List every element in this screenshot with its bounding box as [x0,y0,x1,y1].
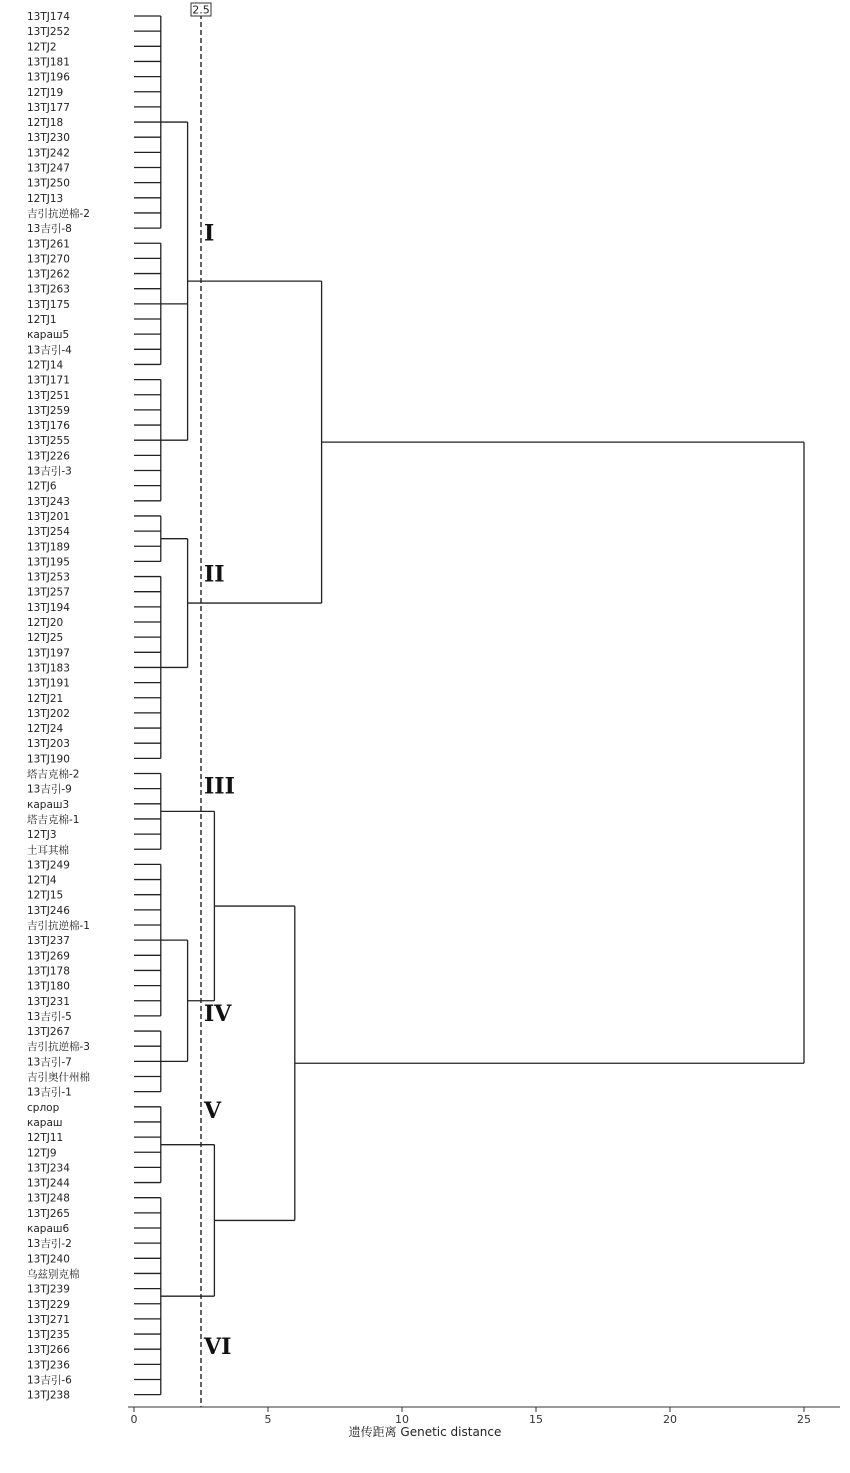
leaf-label: 13TJ195 [27,556,70,569]
leaf-label: караш5 [27,329,70,342]
leaf-label: 13TJ230 [27,132,70,145]
leaf-label: 13TJ269 [27,950,70,963]
leaf-label: караш [27,1116,63,1129]
leaf-label: 13TJ262 [27,268,70,281]
x-tick-label: 15 [529,1413,543,1426]
leaf-label: 13TJ181 [27,56,70,69]
leaf-label: 13TJ190 [27,753,70,766]
leaf-label: 塔吉克棉-1 [27,813,80,826]
cluster-labels [203,221,235,1361]
leaf-label: 12TJ19 [27,86,64,99]
leaf-label: 13TJ226 [27,450,70,463]
leaf-label: 吉引奥什州棉 [27,1071,90,1084]
leaf-label: 吉引抗逆棉-2 [27,207,90,220]
leaf-label: 13TJ177 [27,101,70,114]
leaf-label: 12TJ13 [27,192,64,205]
leaf-label: 13TJ189 [27,541,70,554]
leaf-label: 13TJ240 [27,1253,70,1266]
leaf-label: 13吉引-8 [27,223,72,236]
leaf-label: 塔吉克棉-2 [27,768,80,781]
leaf-label: 13TJ171 [27,374,70,387]
leaf-label: 13吉引-4 [27,344,72,357]
leaf-label: 13TJ252 [27,26,70,39]
leaf-label: 13TJ266 [27,1344,70,1357]
leaf-label: 12TJ4 [27,874,57,887]
cluster-label: IV [204,1000,232,1027]
leaf-label: 13TJ237 [27,935,70,948]
leaf-label: 12TJ20 [27,617,64,629]
leaf-label: 13TJ235 [27,1329,70,1342]
leaf-label: 13TJ265 [27,1207,70,1220]
leaf-label: 13TJ238 [27,1389,70,1402]
leaf-label: 12TJ24 [27,723,64,736]
leaf-label: 13吉引-2 [27,1238,72,1251]
leaf-label: 12TJ15 [27,889,64,902]
leaf-label: 13TJ263 [27,283,70,296]
leaf-label: 13TJ244 [27,1177,70,1190]
cutoff-line [191,3,211,1407]
leaf-label: 13TJ194 [27,601,70,614]
leaf-label: 13TJ251 [27,389,70,402]
leaf-label: 13TJ249 [27,859,70,872]
x-axis [128,1407,840,1426]
cluster-label: II [204,561,225,588]
leaf-label: 13TJ176 [27,420,70,433]
leaf-label: 12TJ9 [27,1147,57,1160]
leaf-label: 13TJ267 [27,1026,70,1039]
leaf-label: 13吉引-9 [27,783,72,796]
leaf-label: 13TJ201 [27,510,70,523]
leaf-label: 12TJ1 [27,314,57,326]
leaf-label: 13TJ180 [27,980,70,993]
x-tick-label: 20 [663,1413,677,1426]
cluster-label: V [204,1097,222,1124]
leaf-label: 13TJ255 [27,435,70,448]
leaf-label: 13TJ202 [27,707,70,720]
x-tick-label: 10 [395,1413,409,1426]
x-axis-title: 遗传距离 Genetic distance [348,1425,502,1439]
leaf-label: 12TJ11 [27,1132,64,1145]
leaf-label: 13TJ246 [27,904,70,917]
cluster-label: VI [204,1334,232,1361]
leaf-label: 13吉引-5 [27,1010,72,1023]
leaf-label: 13TJ253 [27,571,70,584]
leaf-label: 12TJ21 [27,692,64,705]
leaf-label: 12TJ25 [27,632,64,645]
leaf-label: 12TJ6 [27,480,57,493]
leaf-label: 13吉引-7 [27,1056,72,1069]
leaf-label: 13TJ178 [27,965,70,978]
leaf-label: 13TJ203 [27,738,70,751]
leaf-label: 吉引抗逆棉-3 [27,1041,90,1054]
x-tick-label: 5 [264,1413,272,1426]
leaf-label: 13TJ183 [27,662,70,675]
leaf-label: 13TJ191 [27,677,70,690]
leaf-label: срлор [27,1101,60,1114]
leaf-label: 13TJ229 [27,1298,70,1311]
leaf-label: 13TJ174 [27,11,70,23]
leaf-label: 13TJ254 [27,526,70,539]
leaf-label: 12TJ14 [27,359,64,372]
leaf-label: 13TJ259 [27,404,70,417]
leaf-label: 吉引抗逆棉-1 [27,920,90,932]
leaf-label: 土耳其棉 [27,844,69,857]
leaf-label: 13吉引-3 [27,465,72,478]
leaf-label: 13TJ270 [27,253,70,266]
leaf-label: 13TJ234 [27,1162,70,1175]
leaf-label: 12TJ18 [27,117,64,130]
cluster-label: III [204,773,235,800]
leaf-label: 13TJ236 [27,1359,70,1372]
leaf-label: 13TJ242 [27,147,70,160]
leaf-label: 13TJ261 [27,238,70,251]
leaf-label: 乌兹别克棉 [27,1268,80,1281]
x-tick-label: 0 [130,1413,138,1426]
dendrogram-links [134,16,804,1395]
leaf-label: 12TJ2 [27,41,57,54]
leaf-label: 13TJ247 [27,162,70,175]
x-tick-label: 25 [797,1413,811,1426]
leaf-label: 13吉引-6 [27,1374,72,1387]
leaf-label: караш6 [27,1223,70,1235]
leaf-label: 13TJ257 [27,586,70,599]
cluster-label: I [204,220,215,247]
leaf-label: 13TJ231 [27,995,70,1008]
leaf-label: 13TJ175 [27,298,70,311]
leaf-labels [27,11,90,1402]
leaf-label: 13TJ196 [27,71,70,84]
leaf-label: 13TJ250 [27,177,70,190]
leaf-label: 13吉引-1 [27,1086,72,1099]
leaf-label: 13TJ197 [27,647,70,660]
leaf-label: 12TJ3 [27,829,57,842]
leaf-label: 13TJ239 [27,1283,70,1296]
leaf-label: 13TJ271 [27,1313,70,1326]
leaf-label: 13TJ243 [27,495,70,508]
cutoff-value: 2.5 [192,3,210,17]
leaf-label: караш3 [27,798,70,811]
leaf-label: 13TJ248 [27,1192,70,1205]
